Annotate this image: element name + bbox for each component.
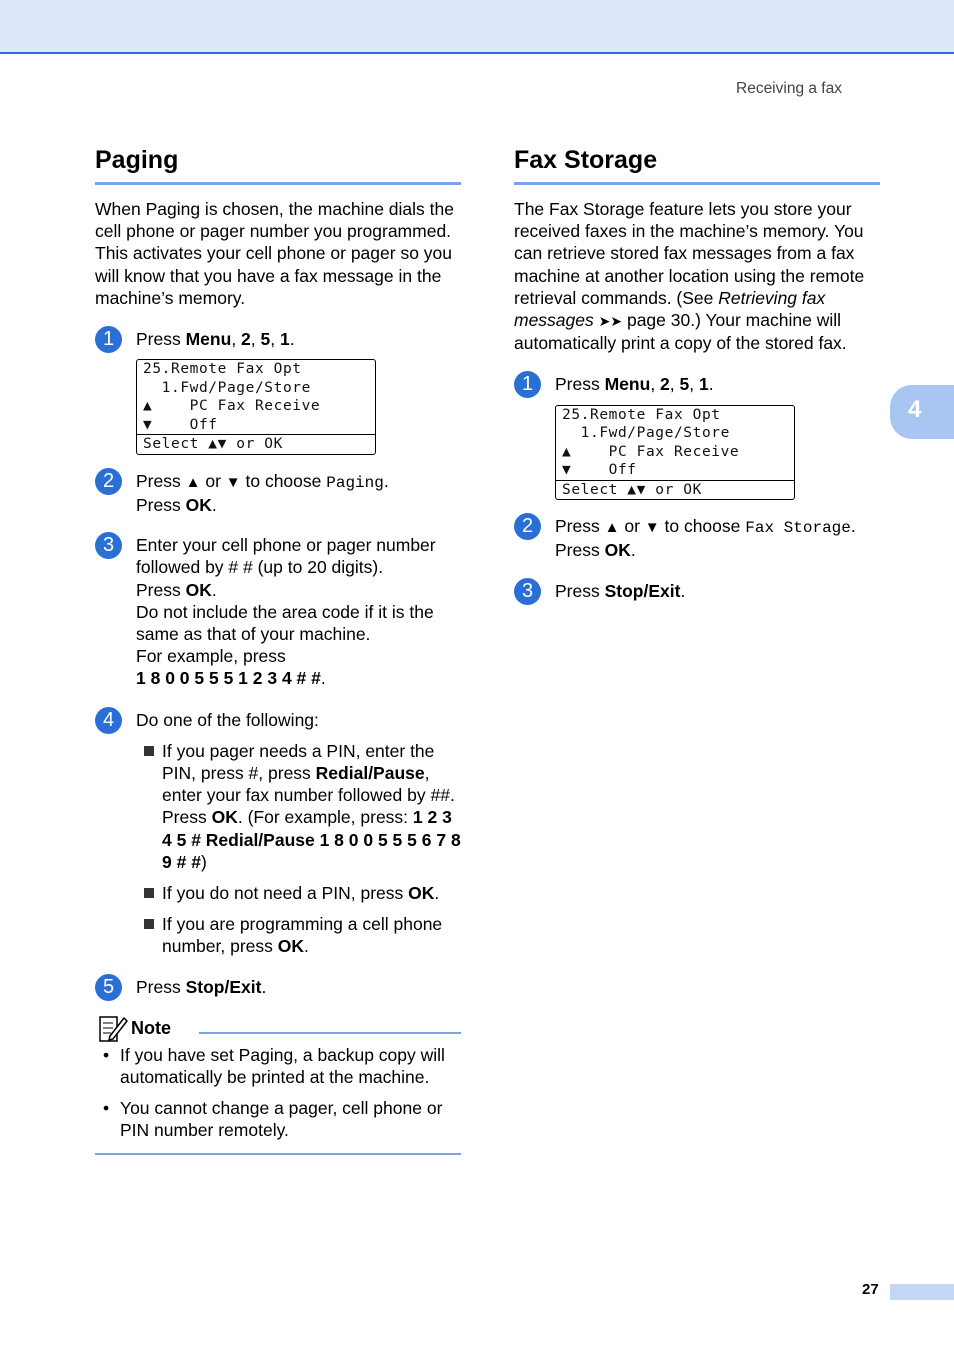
step-5 [95,976,461,998]
page-reference-arrow-icon: ➤➤ [598,313,623,330]
lcd-line: ▲ PC Fax Receive [562,443,740,460]
step-number-1: 1 [95,326,122,353]
step-3 [95,534,461,689]
lcd-line: Select ▲▼ or OK [556,480,794,500]
left-column [95,145,461,1155]
bullet-dot-icon: • [103,1044,110,1065]
up-arrow-icon: ▲ [185,473,201,491]
step-3-example: 1 8 0 0 5 5 5 1 2 3 4 # #. [136,668,326,689]
step-2-text: Press ▲ or ▼ to choose Paging. [136,470,389,492]
step-1 [514,373,880,500]
step-3-press-ok: Press OK. [136,579,217,600]
note-bottom-rule [95,1153,461,1155]
note-top-rule [199,1032,461,1034]
step-2 [514,515,880,561]
bullet-item: If you do not need a PIN, press OK. [136,882,461,904]
square-bullet-icon [144,888,154,898]
lcd-line: 25.Remote Fax Opt [562,406,721,423]
top-header-bar [0,0,954,54]
down-arrow-icon: ▼ [644,519,660,537]
lcd-line: 1.Fwd/Page/Store [143,379,311,396]
bullet-dot-icon: • [103,1098,110,1119]
lcd-line: ▲ PC Fax Receive [143,398,321,415]
page-number: 27 [862,1281,879,1298]
lcd-line: ▼ Off [562,462,637,479]
step-1 [95,328,461,455]
note-pencil-icon [97,1012,129,1044]
step-number-3: 3 [514,578,541,605]
step-number-2: 2 [95,468,122,495]
step-3-area-code-text: Do not include the area code if it is the same as that of your machine. [136,601,434,644]
step-number-5: 5 [95,974,122,1001]
note-item: • If you have set Paging, a backup copy will automatically be printed at the machine. [103,1044,445,1087]
note-title: Note [131,1017,171,1038]
note-header [95,1012,461,1044]
paging-intro: When Paging is chosen, the machine dials the cell phone or pager number you programmed. This activates your cell phone or pager so you will know that you have a fax message in the machine’s memory. [95,199,454,308]
chapter-tab: 4 [890,385,954,439]
cross-reference-link[interactable]: Retrieving fax messages [514,287,826,331]
section-title-fax-storage: Fax Storage [514,145,880,185]
step-2-text: Press ▲ or ▼ to choose Fax Storage. [555,516,856,538]
square-bullet-icon [144,746,154,756]
step-2 [95,470,461,516]
section-title-paging: Paging [95,145,461,185]
step-4 [95,709,461,958]
fax-storage-intro: The Fax Storage feature lets you store your received faxes in the machine’s memory. You can retrieve stored fax messages from a fax machine at another location using the remote retrieval commands. (See Retrieving fax messages ➤➤ page 30.) Your machine will automatically print a copy of the stored fax. [514,199,865,354]
step-number-4: 4 [95,707,122,734]
lcd-line: 1.Fwd/Page/Store [562,425,730,442]
step-2-press-ok: Press OK. [136,494,217,515]
step-3 [514,580,880,602]
bullet-item: If you pager needs a PIN, enter the PIN, press #, press Redial/Pause, enter your fax number followed by ##. Press OK. (For example, press: 1 2 3 4 5 # Redial/Pause 1 8 0 0 5 5 5 6 7 8 9 # #) [136,740,461,873]
lcd-line: 25.Remote Fax Opt [143,361,302,378]
up-arrow-icon: ▲ [604,519,620,537]
note-item: • You cannot change a pager, cell phone or PIN number remotely. [103,1098,443,1141]
page-number-bar [890,1284,954,1300]
running-head: Receiving a fax [736,80,842,97]
square-bullet-icon [144,919,154,929]
step-5-text: Press Stop/Exit. [136,976,267,997]
lcd-line: Select ▲▼ or OK [137,434,375,454]
down-arrow-icon: ▼ [225,473,241,491]
step-number-3: 3 [95,532,122,559]
step-2-press-ok: Press OK. [555,540,636,561]
step-1-text: Press Menu, 2, 5, 1. [136,329,295,350]
lcd-display [555,405,795,501]
right-column [514,145,880,602]
step-number-2: 2 [514,513,541,540]
step-3-text: Press Stop/Exit. [555,580,686,601]
step-4-text: Do one of the following: [136,709,319,730]
step-1-text: Press Menu, 2, 5, 1. [555,374,714,395]
step-3-text: Enter your cell phone or pager number followed by # # (up to 20 digits). [136,535,436,578]
step-number-1: 1 [514,371,541,398]
step-3-example-label: For example, press [136,646,286,667]
bullet-item: If you are programming a cell phone number, press OK. [136,913,461,957]
lcd-line: ▼ Off [143,416,218,433]
lcd-display [136,359,376,455]
